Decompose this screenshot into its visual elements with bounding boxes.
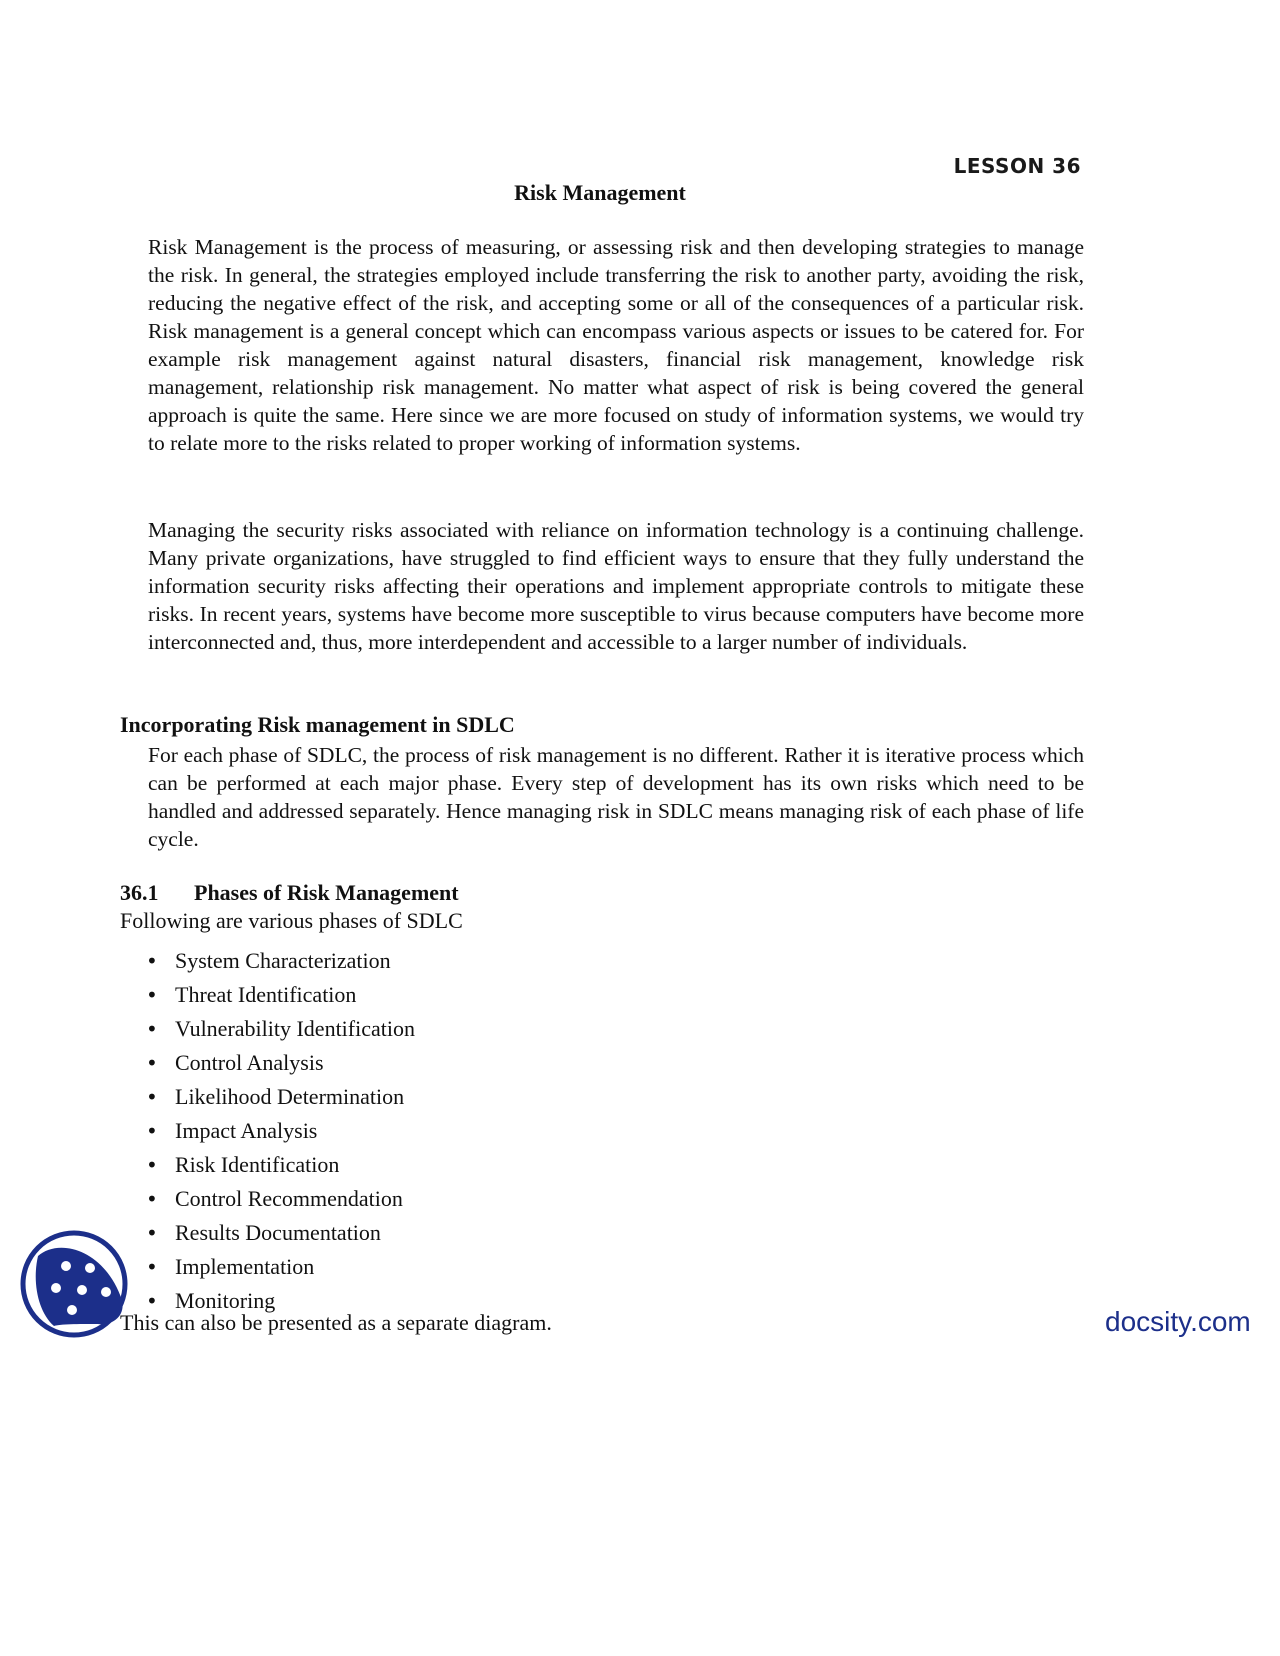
phase-label: Threat Identification: [175, 982, 357, 1007]
phase-label: Risk Identification: [175, 1152, 340, 1177]
phase-label: Implementation: [175, 1254, 315, 1279]
logo-dot: [85, 1263, 95, 1273]
phase-label: Control Recommendation: [175, 1186, 403, 1211]
phase-label: Likelihood Determination: [175, 1084, 405, 1109]
phase-label: Vulnerability Identification: [175, 1016, 415, 1041]
phase-label: Impact Analysis: [175, 1118, 318, 1143]
closing-note: This can also be presented as a separate diagram.: [120, 1310, 552, 1335]
phase-label: Monitoring: [175, 1288, 276, 1313]
phase-label: Results Documentation: [175, 1220, 381, 1245]
bullet-icon: •: [146, 1187, 158, 1211]
phase-list-item: [0, 1080, 415, 1114]
intro-paragraph-2: Managing the security risks associated with reliance on information technology is a continuing challenge. Many private organizations, have struggled to find efficient ways to ensure that they fully understand the information security risks affecting their operations and implement appropriate controls to mitigate these risks. In recent years, systems have become more susceptible to virus because computers have become more interconnected and, thus, more interdependent and accessible to a larger number of individuals.: [148, 518, 1084, 654]
logo-dot: [67, 1305, 77, 1315]
sdlc-paragraph: For each phase of SDLC, the process of risk management is no different. Rather it is iterative process which can be performed at each major phase. Every step of development has its own risks which need to be handled and addressed separately. Hence managing risk in SDLC means managing risk of each phase of life cycle.: [148, 743, 1084, 851]
intro-paragraph-1: Risk Management is the process of measuring, or assessing risk and then developing strategies to manage the risk. In general, the strategies employed include transferring the risk to another party, avoiding the risk, reducing the negative effect of the risk, and accepting some or all of the consequences of a particular risk. Risk management is a general concept which can encompass various aspects or issues to be catered for. For example risk management against natural disasters, financial risk management, knowledge risk management, relationship risk management. No matter what aspect of risk is being covered the general approach is quite the same. Here since we are more focused on study of information systems, we would try to relate more to the risks related to proper working of information systems.: [148, 235, 1084, 455]
phase-label: System Characterization: [175, 948, 391, 973]
section-intro: Following are various phases of SDLC: [120, 908, 463, 933]
phase-list-item: [0, 944, 415, 978]
section-heading: [120, 880, 459, 906]
phase-list-item: [0, 1182, 415, 1216]
sdlc-heading: Incorporating Risk management in SDLC: [120, 712, 515, 737]
bullet-icon: •: [146, 1255, 158, 1279]
docsity-logo-icon: [18, 1228, 130, 1340]
bullet-icon: •: [146, 1051, 158, 1075]
lesson-label: LESSON 36: [953, 154, 1081, 178]
bullet-icon: •: [146, 983, 158, 1007]
phase-list-item: [0, 978, 415, 1012]
logo-dot: [51, 1283, 61, 1293]
phase-list-item: [0, 1046, 415, 1080]
page-title: Risk Management: [514, 180, 686, 205]
bullet-icon: •: [146, 1153, 158, 1177]
logo-dot: [77, 1285, 87, 1295]
bullet-icon: •: [146, 1119, 158, 1143]
bullet-icon: •: [146, 1085, 158, 1109]
logo-dot: [61, 1261, 71, 1271]
phase-list-item: [0, 1148, 415, 1182]
bullet-icon: •: [146, 949, 158, 973]
bullet-icon: •: [146, 1289, 158, 1313]
phase-list-item: [0, 1114, 415, 1148]
docsity-watermark[interactable]: docsity.com: [1105, 1306, 1251, 1337]
bullet-icon: •: [146, 1017, 158, 1041]
phase-label: Control Analysis: [175, 1050, 324, 1075]
section-number: 36.1: [120, 880, 159, 905]
logo-dot: [101, 1287, 111, 1297]
phase-list-item: [0, 1012, 415, 1046]
section-title: Phases of Risk Management: [194, 880, 459, 905]
bullet-icon: •: [146, 1221, 158, 1245]
